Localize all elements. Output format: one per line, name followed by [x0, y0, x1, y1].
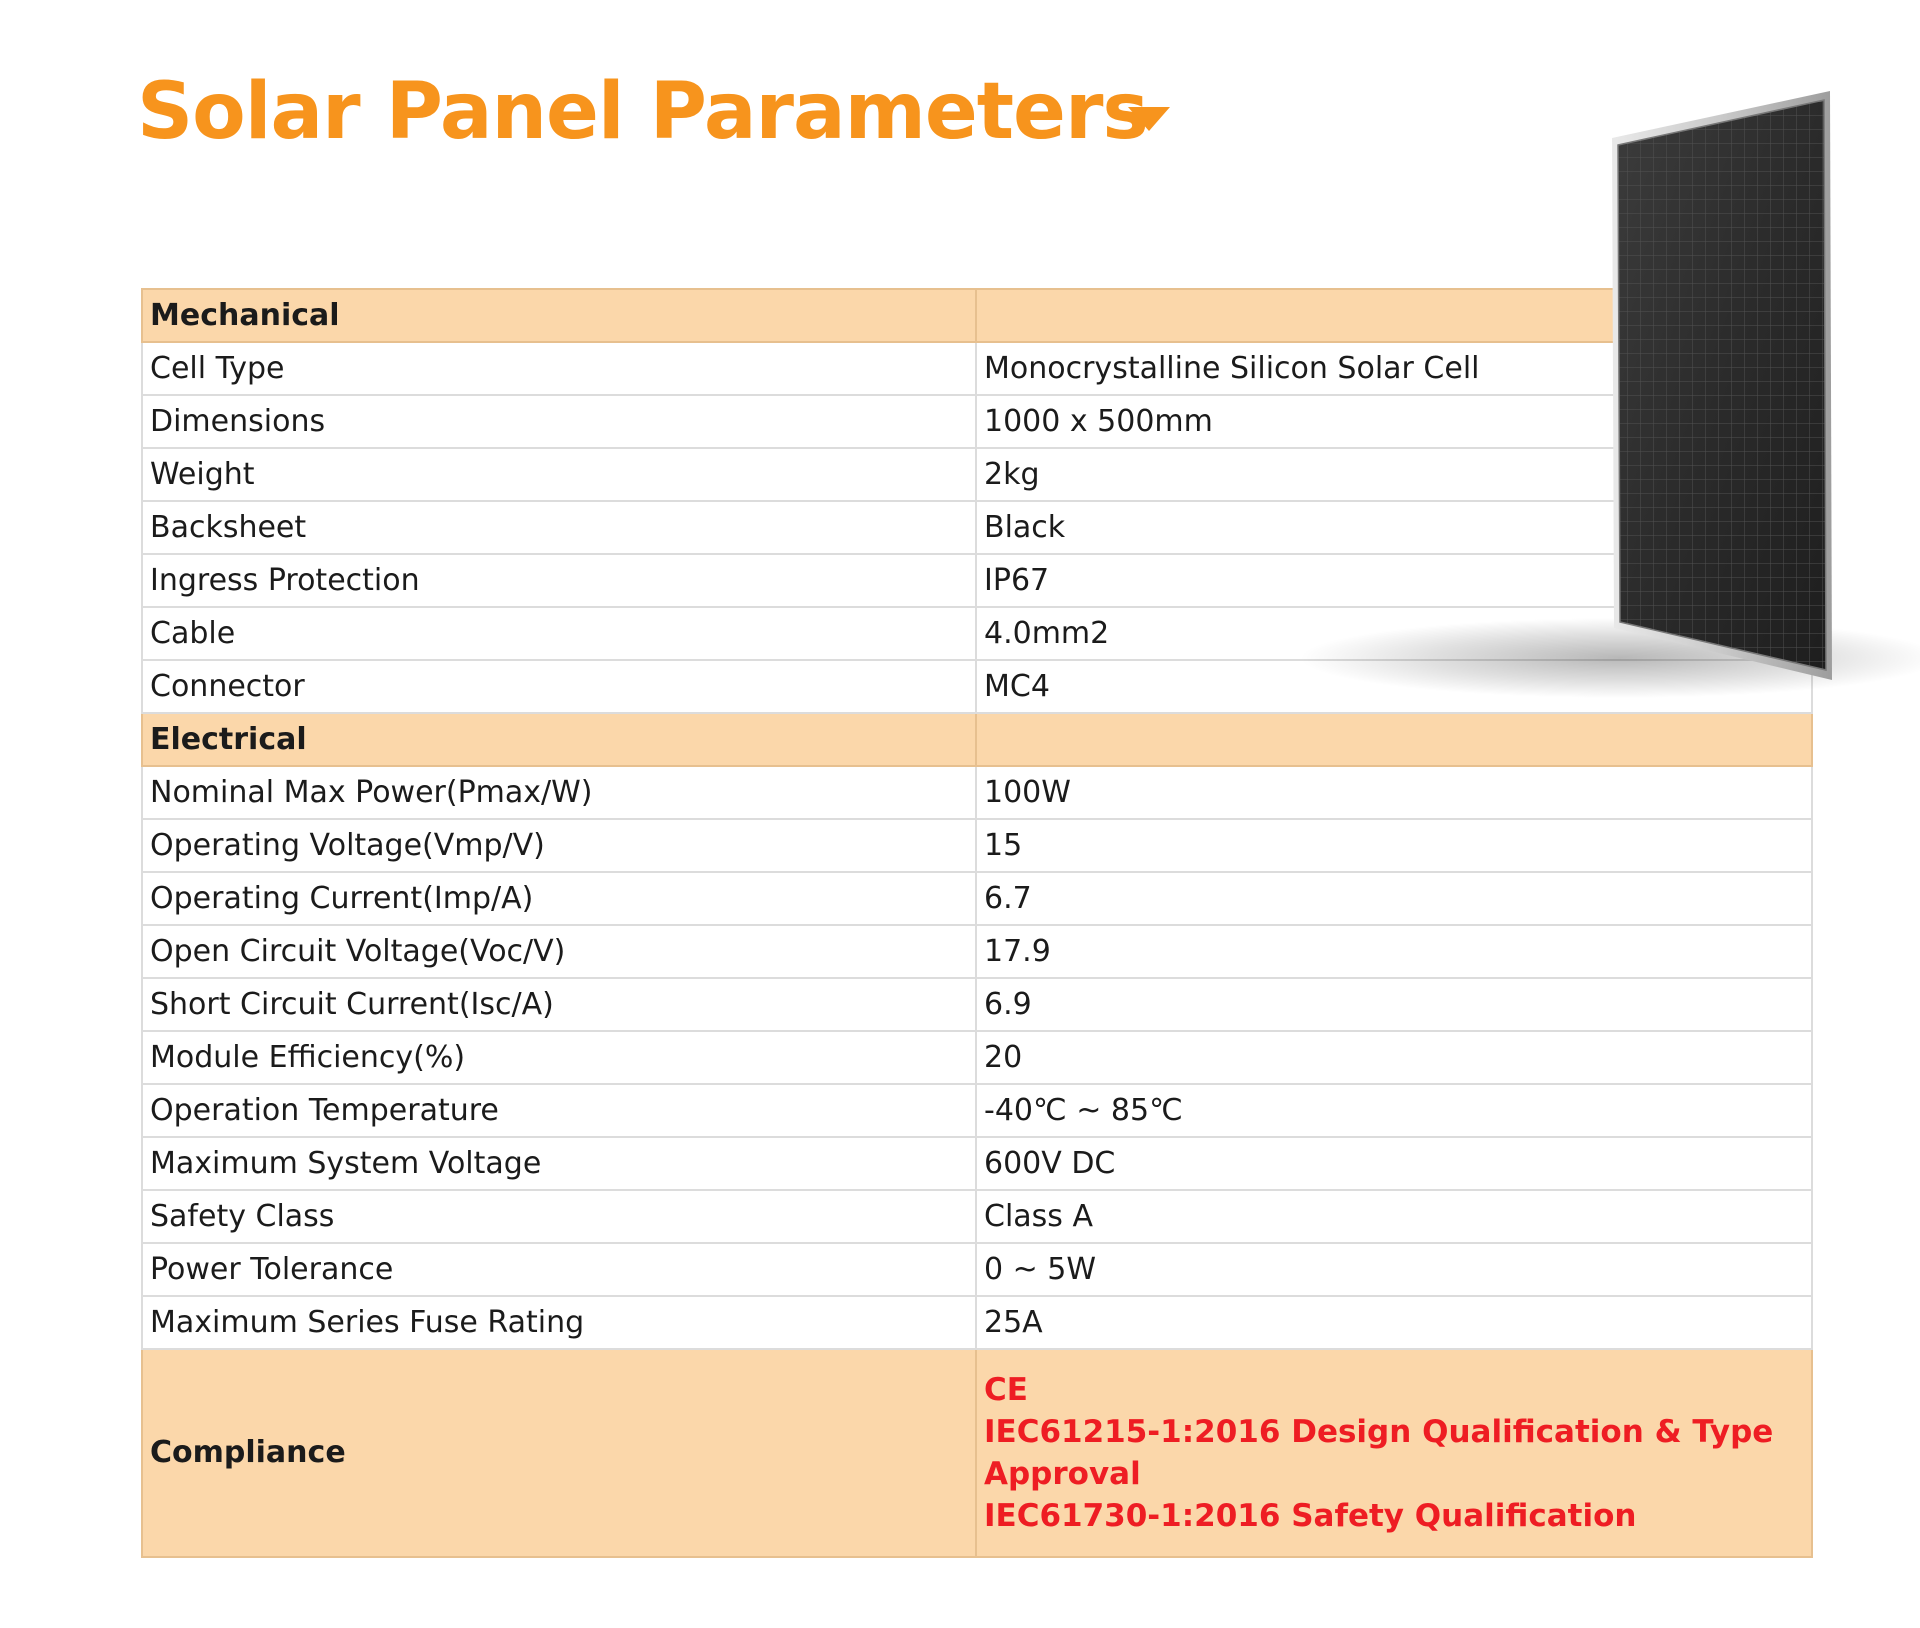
param-value: 15 [976, 819, 1812, 872]
compliance-item: IEC61215-1:2016 Design Qualification & Type Approval [984, 1414, 1774, 1492]
section-label: Compliance [142, 1349, 976, 1557]
section-compliance [142, 1349, 1812, 1557]
param-value: 600V DC [976, 1137, 1812, 1190]
param-name: Module Efficiency(%) [142, 1031, 976, 1084]
param-value: 6.7 [976, 872, 1812, 925]
table-row [142, 1243, 1812, 1296]
param-value: MC4 [976, 660, 1812, 713]
param-name: Nominal Max Power(Pmax/W) [142, 766, 976, 819]
section-value-empty [976, 713, 1812, 766]
param-name: Maximum Series Fuse Rating [142, 1296, 976, 1349]
spec-table [141, 288, 1813, 1558]
table-row [142, 554, 1812, 607]
table-row [142, 448, 1812, 501]
section-label: Mechanical [142, 289, 976, 342]
caret-down-icon[interactable] [1128, 107, 1170, 131]
param-name: Dimensions [142, 395, 976, 448]
param-name: Operating Current(Imp/A) [142, 872, 976, 925]
param-name: Operating Voltage(Vmp/V) [142, 819, 976, 872]
param-value: 1000 x 500mm [976, 395, 1812, 448]
param-name: Maximum System Voltage [142, 1137, 976, 1190]
table-row [142, 819, 1812, 872]
param-value: 100W [976, 766, 1812, 819]
table-row [142, 395, 1812, 448]
table-row [142, 925, 1812, 978]
section-label: Electrical [142, 713, 976, 766]
compliance-list [976, 1349, 1812, 1557]
table-row [142, 978, 1812, 1031]
param-name: Backsheet [142, 501, 976, 554]
table-row [142, 607, 1812, 660]
param-name: Ingress Protection [142, 554, 976, 607]
table-row [142, 1296, 1812, 1349]
param-name: Weight [142, 448, 976, 501]
param-value: 4.0mm2 [976, 607, 1812, 660]
param-name: Operation Temperature [142, 1084, 976, 1137]
param-name: Power Tolerance [142, 1243, 976, 1296]
param-value: -40℃ ~ 85℃ [976, 1084, 1812, 1137]
param-value: Monocrystalline Silicon Solar Cell [976, 342, 1812, 395]
param-value: 2kg [976, 448, 1812, 501]
section-value-empty [976, 289, 1812, 342]
param-value: 20 [976, 1031, 1812, 1084]
table-row [142, 342, 1812, 395]
param-value: 0 ~ 5W [976, 1243, 1812, 1296]
param-name: Cell Type [142, 342, 976, 395]
section-mechanical [142, 289, 1812, 342]
table-row [142, 660, 1812, 713]
param-value: Class A [976, 1190, 1812, 1243]
table-row [142, 1031, 1812, 1084]
param-value: Black [976, 501, 1812, 554]
param-name: Connector [142, 660, 976, 713]
table-row [142, 1137, 1812, 1190]
page-title: Solar Panel Parameters [137, 67, 1148, 157]
table-row [142, 501, 1812, 554]
table-row [142, 1190, 1812, 1243]
compliance-item: CE [984, 1372, 1028, 1408]
compliance-item: IEC61730-1:2016 Safety Qualification [984, 1498, 1637, 1534]
param-value: IP67 [976, 554, 1812, 607]
table-row [142, 766, 1812, 819]
param-name: Cable [142, 607, 976, 660]
param-name: Short Circuit Current(Isc/A) [142, 978, 976, 1031]
param-name: Safety Class [142, 1190, 976, 1243]
table-row [142, 872, 1812, 925]
param-value: 17.9 [976, 925, 1812, 978]
param-value: 6.9 [976, 978, 1812, 1031]
param-value: 25A [976, 1296, 1812, 1349]
table-row [142, 1084, 1812, 1137]
section-electrical [142, 713, 1812, 766]
param-name: Open Circuit Voltage(Voc/V) [142, 925, 976, 978]
